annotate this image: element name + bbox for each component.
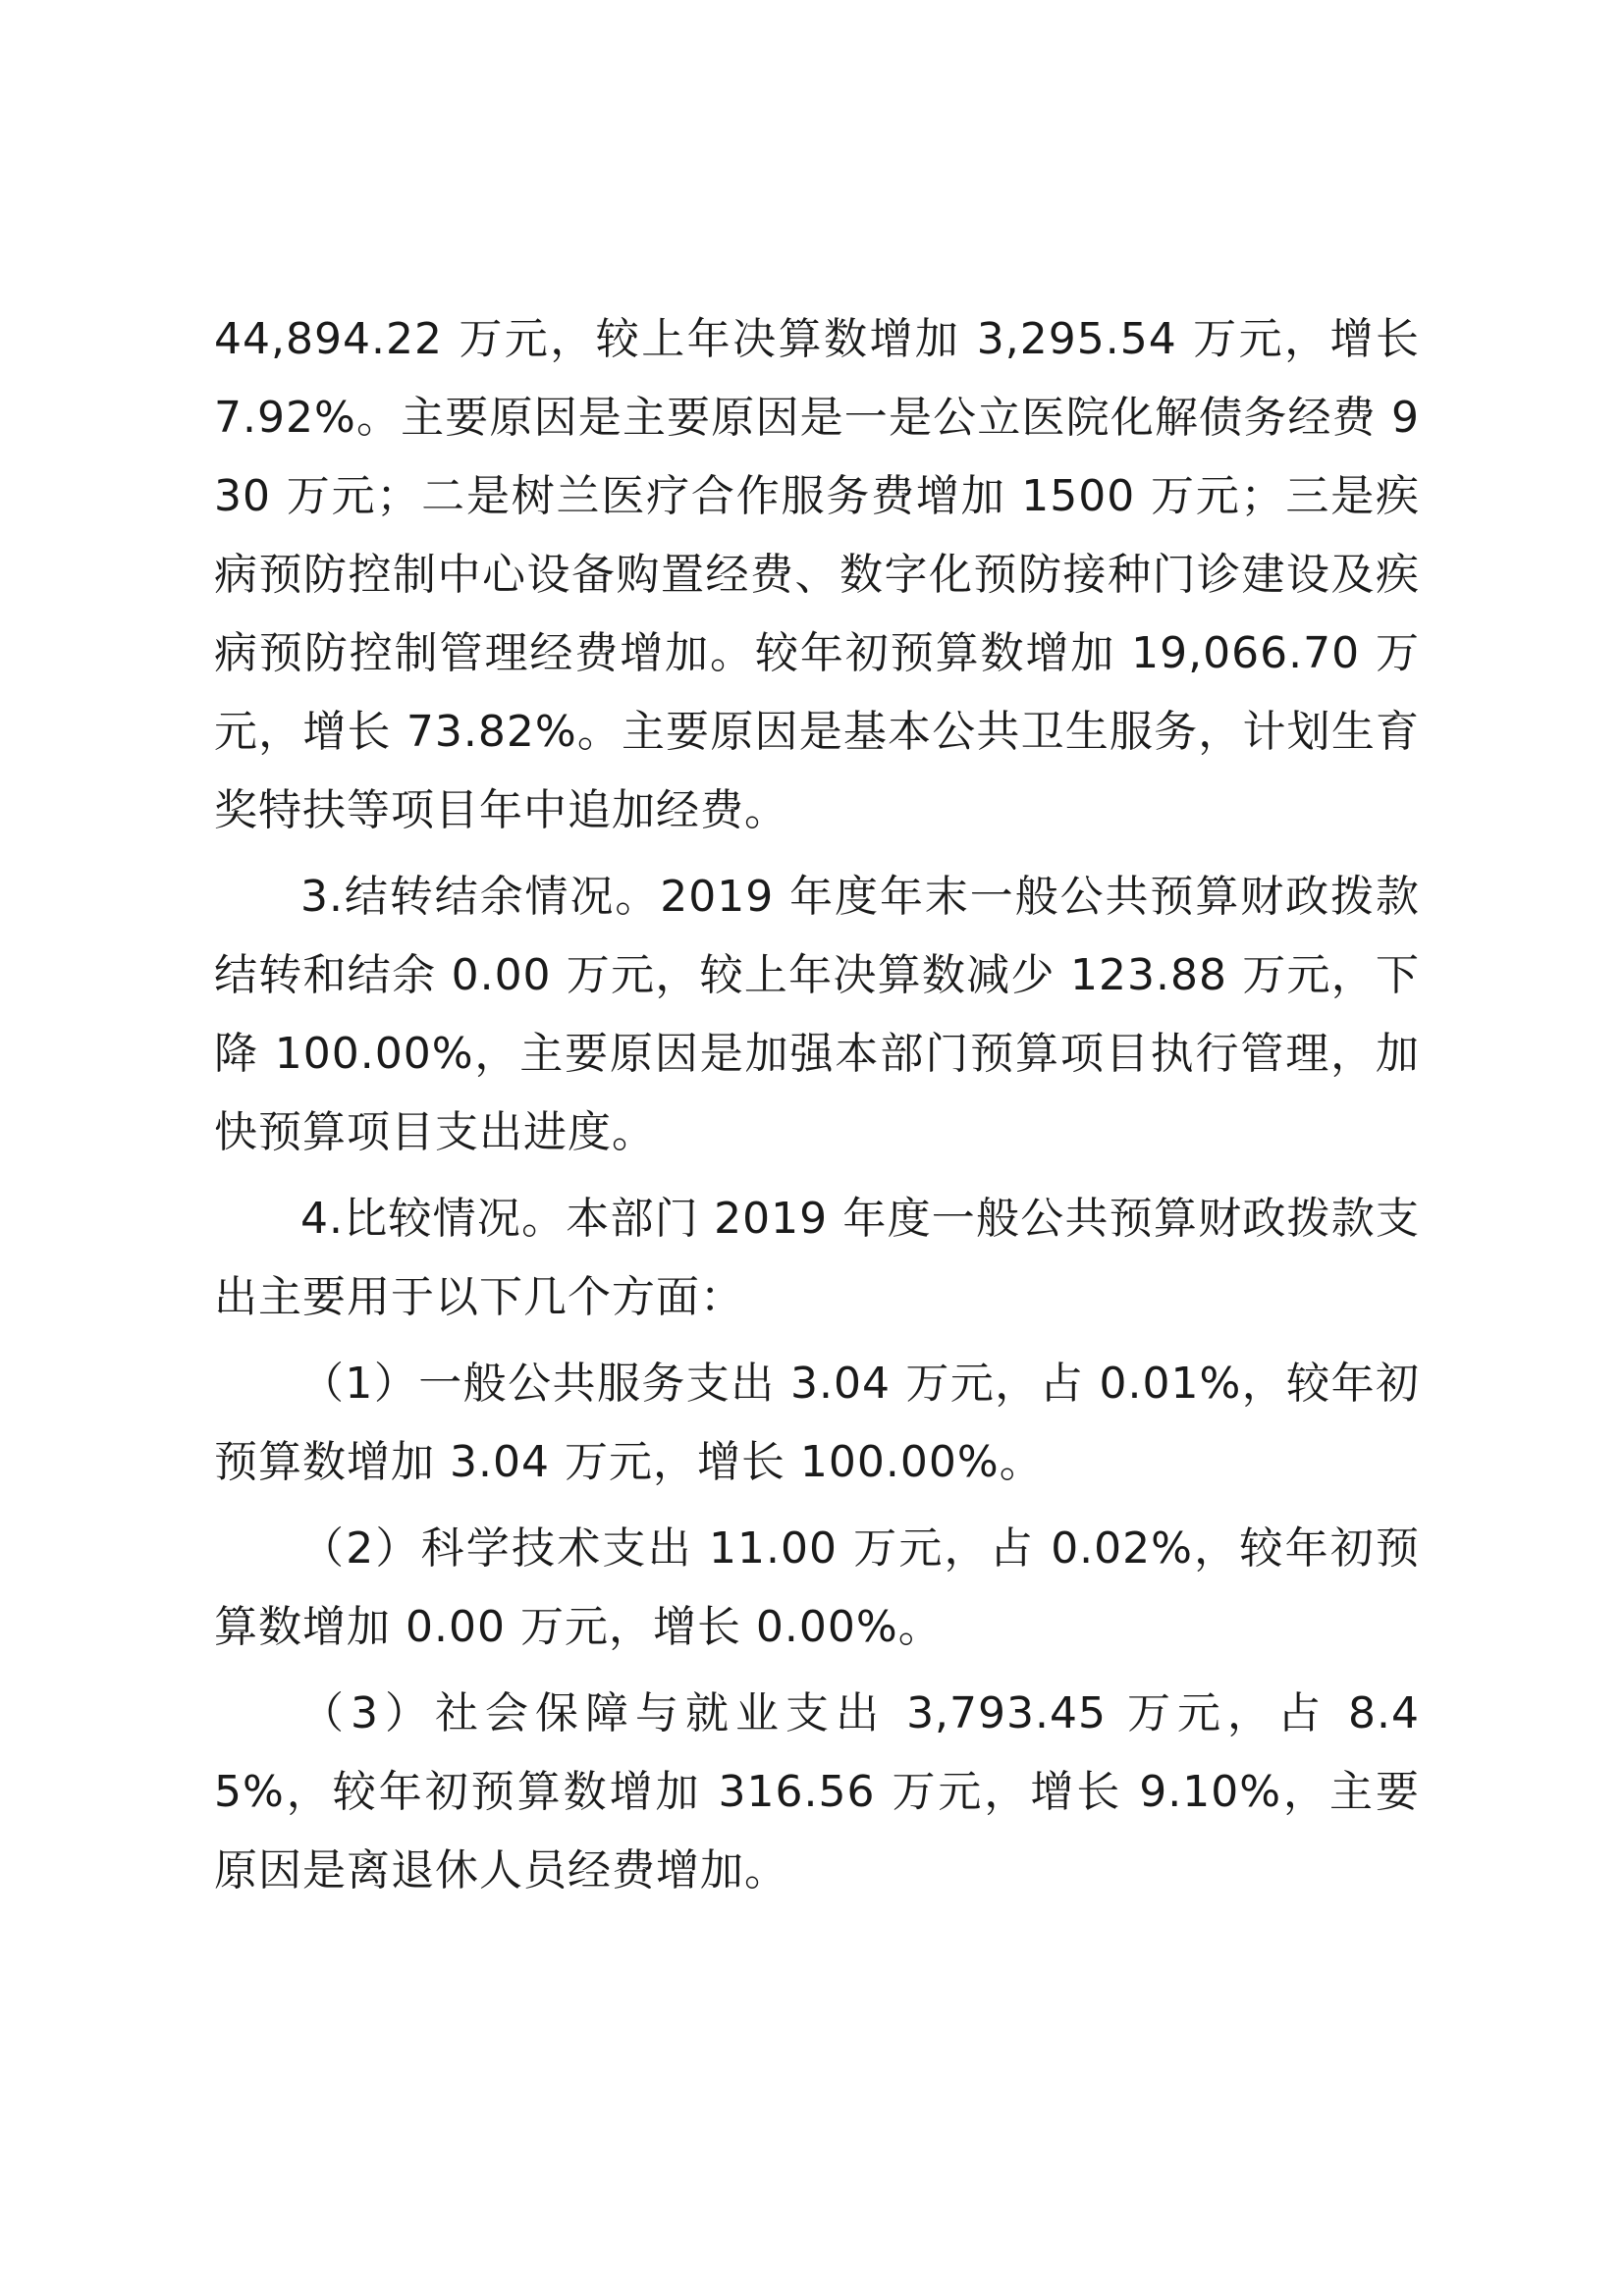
paragraph-expenditure-change: 44,894.22 万元，较上年决算数增加 3,295.54 万元，增长 7.92%。主要原因是主要原因是一是公立医院化解债务经费 930 万元；二是树兰医疗合作服务费增加 1500 万元；三是疾病预防控制中心设备购置经费、数字化预防接种门诊建设及疾病预防控制管理经费增加。较年初预算数增加 19,066.70 万元，增长 73.82%。主要原因是基本公共卫生服务，计划生育奖特扶等项目年中追加经费。 <box>214 314 1420 835</box>
paragraph-social-security: （3）社会保障与就业支出 3,793.45 万元，占 8.45%，较年初预算数增加 316.56 万元，增长 9.10%，主要原因是离退休人员经费增加。 <box>214 1688 1420 1896</box>
paragraph-general-public-services: （1）一般公共服务支出 3.04 万元，占 0.01%，较年初预算数增加 3.04 万元，增长 100.00%。 <box>214 1359 1420 1487</box>
paragraph-comparison-intro: 4.比较情况。本部门 2019 年度一般公共预算财政拨款支出主要用于以下几个方面： <box>214 1194 1420 1322</box>
document-body <box>214 300 1420 1910</box>
paragraph-science-technology: （2）科学技术支出 11.00 万元，占 0.02%，较年初预算数增加 0.00 万元，增长 0.00%。 <box>214 1523 1420 1652</box>
paragraph-carryover-balance: 3.结转结余情况。2019 年度年末一般公共预算财政拨款结转和结余 0.00 万元，较上年决算数减少 123.88 万元，下降 100.00%，主要原因是加强本部门预算项目执行管理，加快预算项目支出进度。 <box>214 872 1420 1157</box>
